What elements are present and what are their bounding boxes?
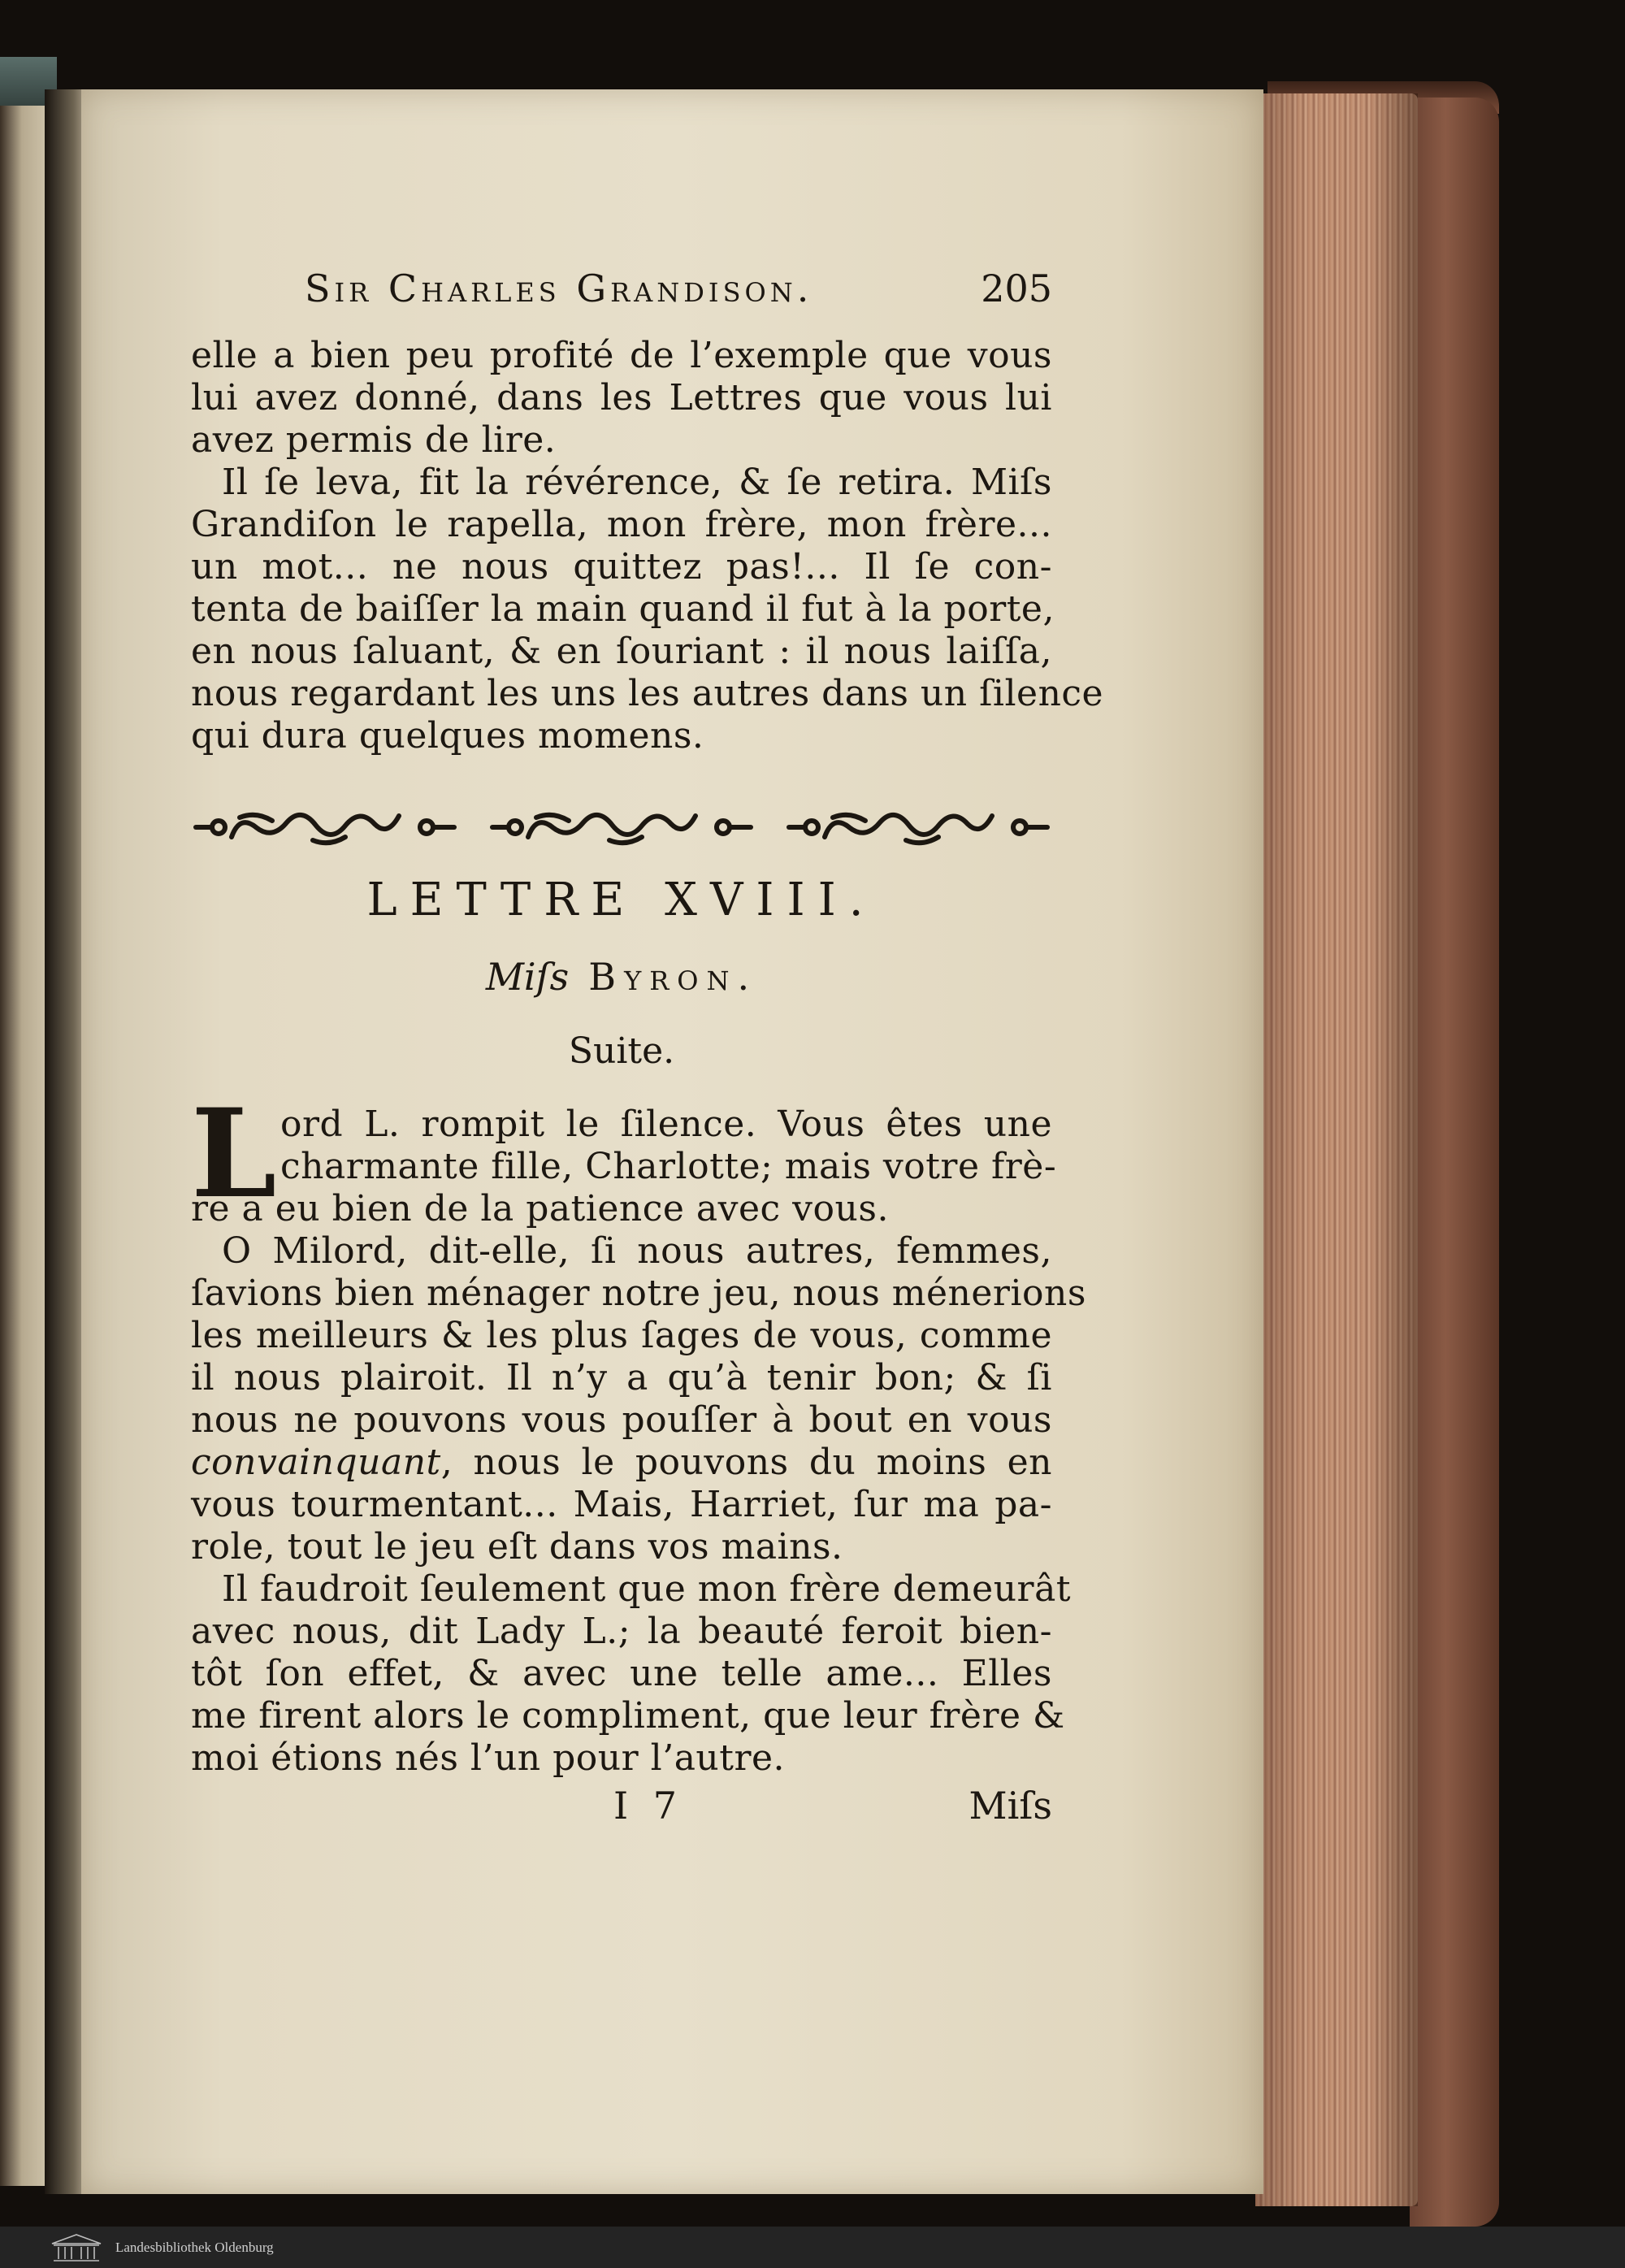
catchword: Miſs	[968, 1784, 1052, 1828]
text-line: Il ſe leva, fit la révérence, & ſe retira. Miſs	[222, 462, 1052, 503]
text-segment: , nous le pouvons du moins en	[440, 1442, 1052, 1483]
text-line: vous tourmentant... Mais, Harriet, ſur ma pa-	[191, 1484, 1052, 1525]
text-line: ſavions bien ménager notre jeu, nous ménerions	[191, 1273, 1086, 1314]
letter-heading: LETTRE XVIII.	[366, 874, 877, 926]
text-line: un mot... ne nous quittez pas!... Il ſe con-	[191, 546, 1052, 588]
text-line: role, tout le jeu eſt dans vos mains.	[191, 1526, 843, 1568]
library-building-icon	[49, 2232, 104, 2263]
text-line: tôt ſon effet, & avec une telle ame... Elles	[191, 1653, 1052, 1694]
text-line: re a eu bien de la patience avec vous.	[191, 1188, 889, 1229]
recipient-title: Miſs	[485, 955, 570, 999]
library-footer-bar	[0, 2227, 1625, 2268]
decorative-ornament-band	[191, 804, 1052, 850]
text-line: lui avez donné, dans les Lettres que vous lui	[191, 377, 1052, 418]
text-line	[191, 1442, 1052, 1484]
text-line: moi étions nés l’un pour l’autre.	[191, 1737, 786, 1779]
text-line: avez permis de lire.	[191, 419, 557, 461]
text-line: Il faudroit ſeulement que mon frère demeurât	[222, 1568, 1071, 1610]
text-line: nous ne pouvons vous pouſſer à bout en vous	[191, 1399, 1052, 1441]
ornament-icon	[784, 804, 1052, 850]
italic-word: convainquant	[191, 1442, 441, 1483]
ornament-icon	[488, 804, 756, 850]
previous-page-edge	[0, 106, 49, 2186]
letter-recipient	[191, 955, 1052, 999]
text-line: Grandiſon le rapella, mon frère, mon frère...	[191, 504, 1052, 545]
text-line: avec nous, dit Lady L.; la beauté feroit bien-	[191, 1611, 1052, 1652]
signature-mark: I 7	[613, 1784, 684, 1828]
page-number: 205	[981, 267, 1052, 310]
ornament-icon	[191, 804, 459, 850]
running-title: Sir Charles Grandison.	[305, 267, 813, 310]
text-line: ord L. rompit le ſilence. Vous êtes une	[280, 1104, 1052, 1145]
text-line: en nous ſaluant, & en ſouriant : il nous laiſſa,	[191, 631, 1052, 672]
text-line: nous regardant les uns les autres dans un ſilence	[191, 673, 1104, 714]
text-line: elle a bien peu profité de l’exemple que vous	[191, 335, 1052, 376]
text-line: me firent alors le compliment, que leur frère &	[191, 1695, 1065, 1737]
book-cover	[1410, 98, 1499, 2227]
fore-edge-shade	[1255, 93, 1418, 2206]
letter-continuation: Suite.	[568, 1030, 675, 1072]
library-name: Landesbibliothek Oldenburg	[115, 2239, 274, 2255]
drop-cap: L	[191, 1082, 277, 1225]
recipient-name: Byron.	[588, 955, 758, 999]
text-line: il nous plairoit. Il n’y a qu’à tenir bon; & ſi	[191, 1357, 1052, 1399]
text-line: tenta de baiſſer la main quand il fut à la porte,	[191, 588, 1055, 630]
text-line: O Milord, dit-elle, ſi nous autres, femmes,	[222, 1230, 1052, 1272]
text-line: qui dura quelques momens.	[191, 715, 704, 757]
text-line: les meilleurs & les plus ſages de vous, comme	[191, 1315, 1052, 1356]
text-line: charmante fille, Charlotte; mais votre frè-	[280, 1146, 1057, 1187]
